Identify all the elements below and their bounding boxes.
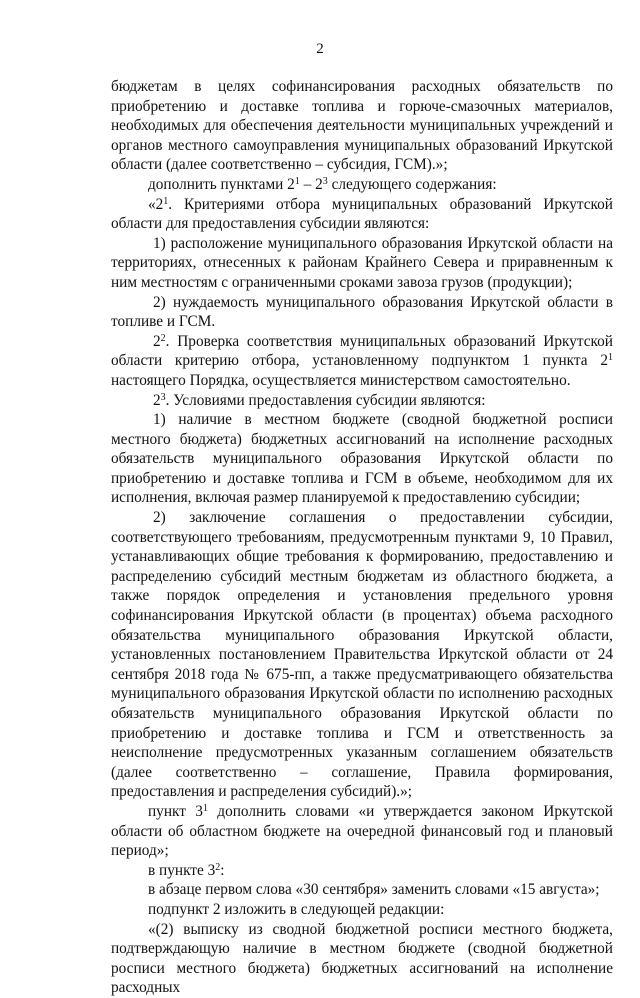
paragraph-p4 <box>111 234 613 293</box>
text-run: следующего содержания: <box>327 175 497 193</box>
text-run: 2) нуждаемость муниципального образования Иркутской области в топливе и ГСМ. <box>111 293 613 331</box>
paragraph-p5 <box>111 293 613 332</box>
paragraph-p13 <box>111 900 613 920</box>
text-run: : <box>220 861 225 879</box>
paragraph-p1 <box>111 77 613 175</box>
superscript: 3 <box>322 175 328 187</box>
text-run: 1) расположение муниципального образования Иркутской области на территориях, отнесенных к районам Крайнего Севера и приравненным к ним местностям с ограниченными сроками завоза грузов (продукции); <box>111 234 613 291</box>
superscript: 1 <box>163 195 169 207</box>
superscript: 3 <box>160 391 166 403</box>
text-run: в пункте 3 <box>148 861 216 879</box>
text-run: дополнить словами «и утверждается законом Иркутской области об областном бюджете на очередной финансовый год и плановый период»; <box>111 802 613 860</box>
paragraph-p12 <box>111 880 613 900</box>
paragraph-p10 <box>111 802 613 861</box>
text-run: 2 <box>153 332 161 350</box>
text-run: настоящего Порядка, осуществляется министерством самостоятельно. <box>111 371 571 389</box>
text-run: 2 <box>153 391 161 409</box>
text-run: пункт 3 <box>148 802 203 820</box>
superscript: 2 <box>215 861 221 873</box>
superscript: 2 <box>160 332 166 344</box>
paragraph-p8 <box>111 410 613 508</box>
paragraph-p14 <box>111 920 613 998</box>
text-run: «2 <box>148 195 164 213</box>
text-run: 1) наличие в местном бюджете (сводной бюджетной росписи местного бюджета) бюджетных ассигнований на исполнение расходных обязательств муниципального образования Иркутской области по приобретению и доставке топлива и ГСМ в объеме, необходимом для их исполнения, включая размер планируемой к предоставлению субсидии; <box>111 411 613 507</box>
text-run: – 2 <box>299 175 323 193</box>
page-number: 2 <box>316 41 324 57</box>
text-run: . Условиями предоставления субсидии являются: <box>165 391 486 409</box>
text-run: . Проверка соответствия муниципальных образований Иркутской области критерию отбора, установленному подпунктом 1 пункта 2 <box>111 332 613 370</box>
paragraph-p3 <box>111 195 613 234</box>
paragraph-p2 <box>111 175 613 195</box>
paragraph-p11 <box>111 861 613 881</box>
paragraph-p6 <box>111 332 613 391</box>
text-run: 2) заключение соглашения о предоставлении субсидии, соответствующего требованиям, предусмотренным пунктами 9, 10 Правил, устанавливающих общие требования к формированию, предоставлению и распределению субсидий местным бюджетам из областного бюджета, а также порядок определения и установления предельного уровня софинансирования Иркутской области (в процентах) объема расходного обязательства муниципального образования Иркутской области, установленных постановлением Правительства Иркутской области от 24 сентября 2018 года № 675-пп, а также предусматривающего обязательства муниципального образования Иркутской области по исполнению расходных обязательств муниципального образования Иркутской области по приобретению и доставке топлива и ГСМ и ответственность за неисполнение предусмотренных указанным соглашением обязательств (далее соответственно – соглашение, Правила формирования, предоставления и распределения субсидий).»; <box>111 509 613 801</box>
paragraph-p9 <box>111 508 613 802</box>
text-run: . Критериями отбора муниципальных образований Иркутской области для предоставления субсидии являются: <box>111 195 613 233</box>
paragraph-p7 <box>111 391 613 411</box>
text-run: подпункт 2 изложить в следующей редакции: <box>148 900 445 918</box>
superscript: 1 <box>608 352 613 364</box>
text-run: бюджетам в целях софинансирования расходных обязательств по приобретению и доставке топлива и горюче-смазочных материалов, необходимых для обеспечения деятельности муниципальных учреждений и органов местного самоуправления муниципальных образований Иркутской области (далее соответственно – субсидия, ГСМ).»; <box>111 78 613 174</box>
text-run: дополнить пунктами 2 <box>148 175 295 193</box>
text-run: «(2) выписку из сводной бюджетной росписи местного бюджета, подтверждающую наличие в местном бюджете (сводной бюджетной росписи местного бюджета) бюджетных ассигнований на исполнение расходных <box>111 920 613 997</box>
superscript: 1 <box>294 175 300 187</box>
document-body <box>111 77 613 998</box>
text-run: в абзаце первом слова «30 сентября» заменить словами «15 августа»; <box>148 881 600 899</box>
superscript: 1 <box>202 802 208 814</box>
